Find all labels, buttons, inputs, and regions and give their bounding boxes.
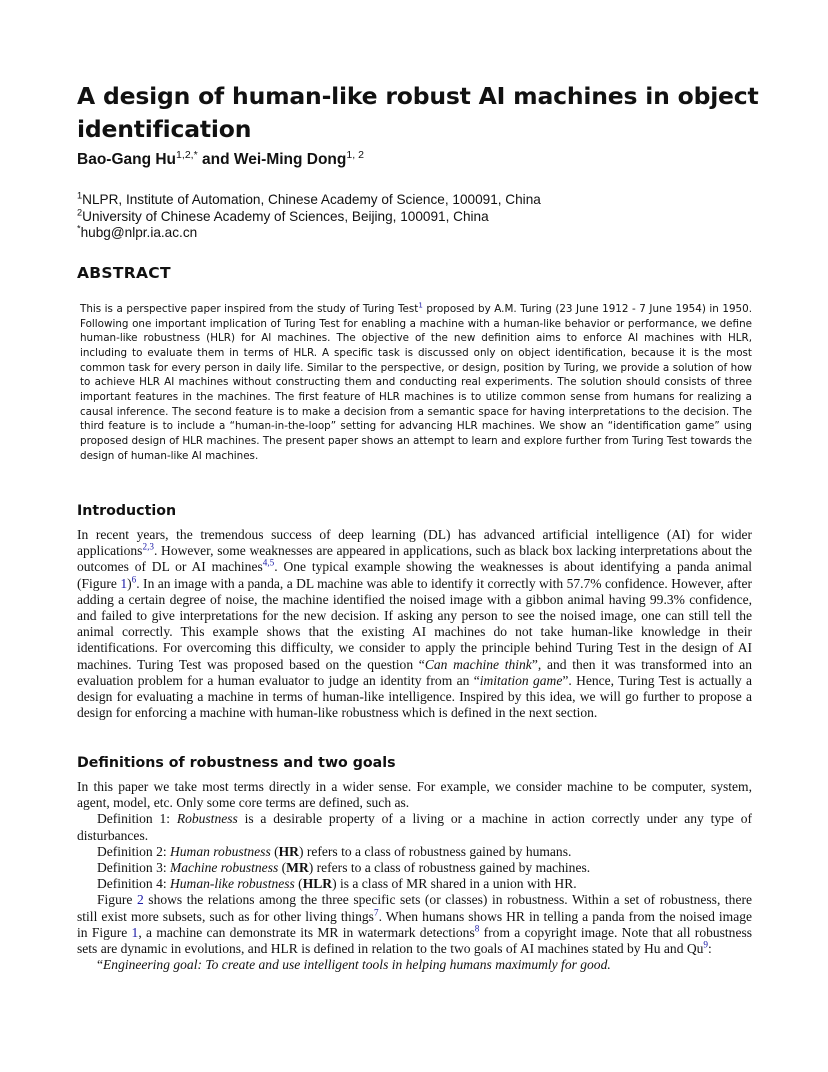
introduction-paragraph [77, 527, 752, 721]
abstract-text-span: proposed by A.M. Turing (23 June 1912 - 7 June 1954) in 1950. Following one important implication of Turing Test for enabling a machine with a human-like behavior or performance, we define human-like robustness (HLR) for AI machines. The objective of the new definition aims to enforce AI machines with HLR, including to evaluate them in terms of HLR. A specific task is discussed only on object identification, because it is the most common task for every person in daily life. Similar to the perspective, or design, position by Turing, we provide a solution of how to achieve HLR AI machines without constructing them and conducting real experiments. The solution should consists of three important features in the machines. The first feature of HLR machines is to utilize common sense from humans for realizing a causal inference. The second feature is to make a decision from a semantic space for having interpretations to the decision. The third feature is to include a “human-in-the-loop” setting for advancing HLR machines. We show an “identification game” using proposed design of HLR machines. The present paper shows an attempt to learn and explore further from Turing Test towards the design of human-like AI machines. [80, 303, 753, 462]
affiliation-list [77, 192, 541, 242]
body-text: shows the relations among the three specific sets (or classes) in robustness. Within a set of robustness, there still exist more subsets, such as for other living things [77, 892, 752, 924]
body-text: , a machine can demonstrate its MR in watermark detections [138, 924, 475, 940]
italic-phrase: Can machine think [424, 656, 532, 672]
body-text: ”. Hence, Turing Test is actually a design for evaluating a machine in terms of human-like intelligence. Inspired by this idea, we will go further to propose a design for enforcing a machine with human-like robustness which is defined in the next section. [77, 672, 752, 721]
affiliation-text: NLPR, Institute of Automation, Chinese Academy of Science, 100091, China [82, 192, 541, 207]
definition-1 [77, 811, 752, 843]
body-text: . When humans shows HR in telling a panda from the noised image in Figure [77, 908, 753, 940]
body-text: . One typical example showing the weaknesses is about identifying a panda animal (Figure [77, 559, 753, 591]
body-text: Figure [97, 892, 137, 908]
affiliation-mark: * [77, 223, 81, 234]
affiliation-text: University of Chinese Academy of Sciences, Beijing, 100091, China [82, 208, 489, 224]
figure-link[interactable]: 2 [136, 892, 144, 908]
author-name: Bao-Gang Hu [77, 151, 177, 168]
definition-abbreviation: HR [278, 843, 299, 859]
citation-link[interactable]: 6 [131, 574, 137, 585]
affiliation-mark: 1 [77, 190, 83, 201]
definition-abbreviation: HLR [302, 876, 333, 892]
abstract-text-span: This is a perspective paper inspired from the study of Turing Test [80, 303, 419, 315]
definition-label: Definition 4: [97, 876, 170, 892]
definition-text: refers to a class of robustness gained by machines. [313, 860, 591, 876]
abstract-heading: ABSTRACT [77, 264, 171, 282]
citation-link[interactable]: 4,5 [262, 557, 275, 568]
definition-label: Definition 3: [97, 860, 170, 876]
section-heading-definitions: Definitions of robustness and two goals [77, 755, 396, 771]
title-block [77, 80, 767, 146]
definition-term: Machine robustness [170, 860, 279, 876]
definition-text: refers to a class of robustness gained by humans. [303, 843, 572, 859]
author-connector: and [197, 151, 234, 168]
citation-link[interactable]: 1 [418, 300, 423, 310]
body-text: ”, and then it was transformed into an evaluation problem for a human evaluator to judge an identity from an “ [77, 656, 752, 688]
body-text: In recent years, the tremendous success of deep learning (DL) has advanced artificial intelligence (AI) for wider applications [77, 527, 752, 559]
definition-text: is a desirable property of a living or a machine in action correctly under any type of disturbances. [77, 811, 752, 843]
body-text: : [708, 941, 712, 957]
goal-quote: “Engineering goal: To create and use intelligent tools in helping humans maximumly for good. [97, 957, 611, 973]
definition-label: Definition 2: [97, 843, 170, 859]
citation-link[interactable]: 9 [703, 939, 709, 950]
definition-term: Robustness [176, 811, 238, 827]
affiliation-line [77, 206, 541, 226]
definition-text: is a class of MR shared in a union with HR. [336, 876, 577, 892]
paper-title: A design of human-like robust AI machines in object identification [77, 82, 759, 143]
figure-2-paragraph [77, 892, 752, 957]
definition-term: Human robustness [170, 843, 271, 859]
body-text: ) [127, 575, 132, 591]
citation-link[interactable]: 7 [373, 907, 379, 918]
abstract-text [80, 302, 752, 463]
affiliation-line [77, 225, 541, 242]
definition-label: Definition 1: [97, 811, 177, 827]
definitions-intro-paragraph: In this paper we take most terms directly in a wider sense. For example, we consider machine to be computer, system, agent, model, etc. Only some core terms are defined, such as. [77, 779, 752, 811]
author-affiliation-mark: 1, 2 [346, 148, 364, 161]
definition-term: Human-like robustness [170, 876, 295, 892]
figure-link[interactable]: 1 [131, 924, 139, 940]
body-text: . However, some weaknesses are appeared in applications, such as black box lacking interpretations about the outcomes of DL or AI machines [77, 543, 752, 575]
body-text: from a copyright image. Note that all robustness sets are dynamic in evolutions, and HLR is defined in relation to the two goals of AI machines stated by Hu and Qu [77, 924, 753, 957]
author-line [77, 148, 364, 169]
section-heading-introduction: Introduction [77, 503, 177, 519]
citation-link[interactable]: 2,3 [142, 541, 154, 552]
author-name: Wei-Ming Dong [233, 151, 347, 168]
definition-3: Definition 3: Machine robustness (MR) refers to a class of robustness gained by machines. [97, 860, 591, 876]
definition-4: Definition 4: Human-like robustness (HLR) is a class of MR shared in a union with HR. [97, 876, 577, 892]
affiliation-line [77, 192, 541, 209]
italic-phrase: imitation game [479, 672, 563, 688]
definition-2: Definition 2: Human robustness (HR) refers to a class of robustness gained by humans. [97, 843, 572, 859]
contact-email: hubg@nlpr.ia.ac.cn [80, 225, 198, 240]
definition-abbreviation: MR [286, 860, 309, 876]
quote-text: Engineering goal: To create and use intelligent tools in helping humans maximumly for good. [103, 957, 611, 973]
author-affiliation-mark: 1,2,* [176, 148, 198, 161]
definitions-section-body [77, 779, 752, 973]
citation-link[interactable]: 8 [474, 923, 480, 934]
figure-link[interactable]: 1 [120, 575, 128, 591]
affiliation-mark: 2 [77, 206, 83, 217]
body-text: . In an image with a panda, a DL machine was able to identify it correctly with 57.7% confidence. However, after adding a certain degree of noise, the machine identified the noised image with a gibbon animal having 99.3% confidence, and failed to give interpretations for the new decision. If asking any person to see the noised image, one can still tell the animal correctly. This example shows that the existing AI machines do not take human-like knowledge in their identifications. For overcoming this difficulty, we consider to apply the principle behind Turing Test in the design of AI machines. Turing Test was proposed based on the question “ [77, 575, 752, 672]
